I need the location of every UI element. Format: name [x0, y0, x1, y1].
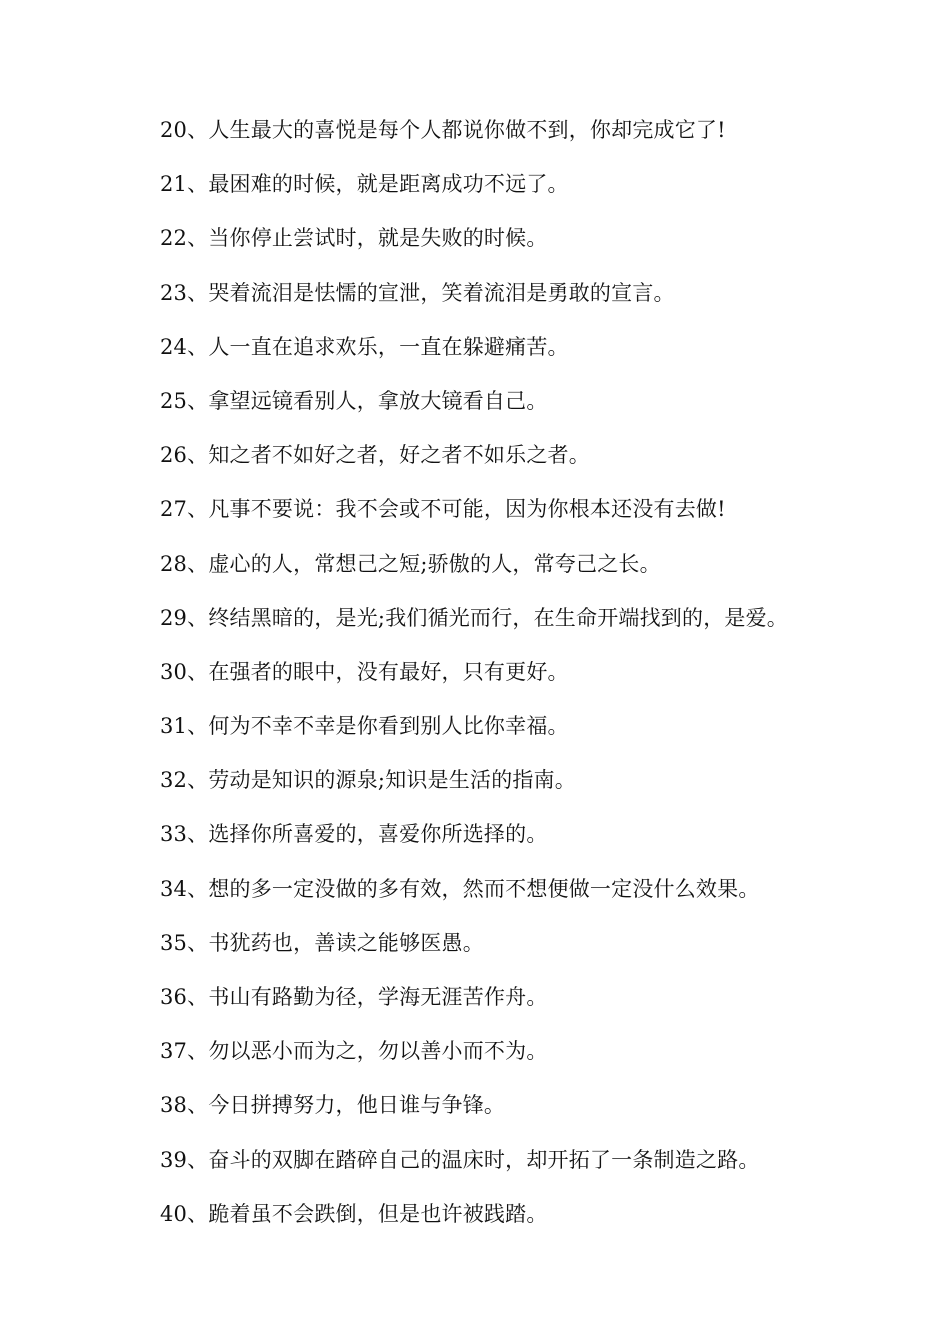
quote-line: 23、哭着流泪是怯懦的宣泄，笑着流泪是勇敢的宣言。: [160, 280, 675, 305]
quote-list: [160, 113, 920, 1251]
quote-line: 24、人一直在追求欢乐，一直在躲避痛苦。: [160, 334, 569, 359]
quote-line: 40、跪着虽不会跌倒，但是也许被践踏。: [160, 1201, 548, 1226]
quote-line: 20、人生最大的喜悦是每个人都说你做不到，你却完成它了!: [160, 118, 726, 142]
quote-line: 28、虚心的人，常想己之短;骄傲的人，常夸己之长。: [160, 551, 661, 576]
quote-line: 32、劳动是知识的源泉;知识是生活的指南。: [160, 768, 576, 793]
quote-line: 39、奋斗的双脚在踏碎自己的温床时，却开拓了一条制造之路。: [160, 1147, 760, 1172]
quote-line: 25、拿望远镜看别人，拿放大镜看自己。: [160, 388, 548, 413]
quote-line: 21、最困难的时候，就是距离成功不远了。: [160, 172, 569, 197]
quote-line: 36、书山有路勤为径，学海无涯苦作舟。: [160, 985, 548, 1009]
quote-line: 26、知之者不如好之者，好之者不如乐之者。: [160, 443, 590, 468]
quote-line: 30、在强者的眼中，没有最好，只有更好。: [160, 659, 569, 684]
quote-line: 31、何为不幸不幸是你看到别人比你幸福。: [160, 714, 569, 739]
quote-line: 27、凡事不要说：我不会或不可能，因为你根本还没有去做!: [160, 497, 726, 522]
quote-line: 22、当你停止尝试时，就是失败的时候。: [160, 226, 548, 251]
quote-line: 37、勿以恶小而为之，勿以善小而不为。: [160, 1039, 548, 1064]
quote-line: 38、今日拼搏努力，他日谁与争锋。: [160, 1093, 506, 1118]
quote-line: 35、书犹药也，善读之能够医愚。: [160, 930, 484, 955]
quote-line: 34、想的多一定没做的多有效，然而不想便做一定没什么效果。: [160, 876, 760, 901]
quote-line: 29、终结黑暗的，是光;我们循光而行，在生命开端找到的，是爱。: [160, 605, 788, 630]
quote-line: 33、选择你所喜爱的，喜爱你所选择的。: [160, 822, 548, 847]
